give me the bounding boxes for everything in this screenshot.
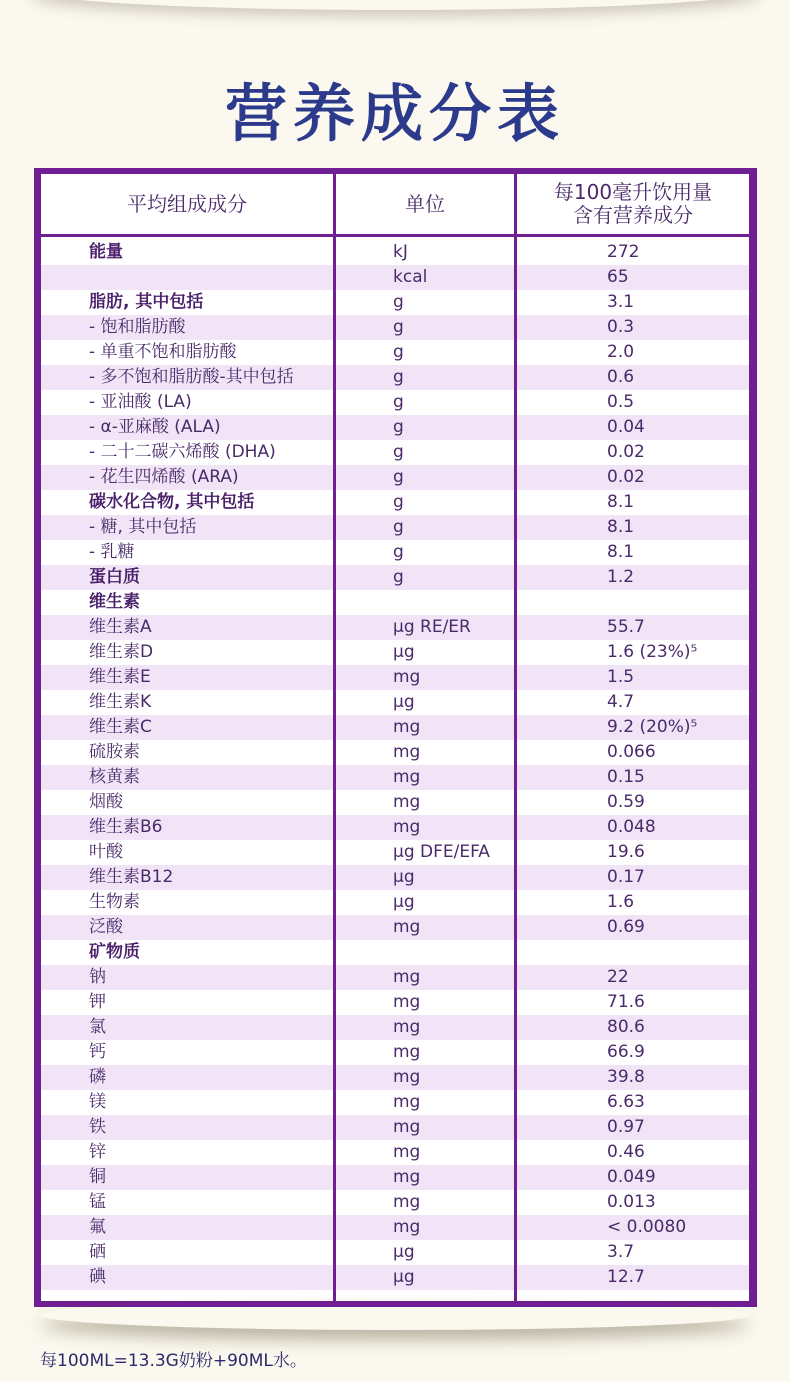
value-cell: 19.6 [607, 842, 645, 862]
component-name: 钙 [89, 1042, 106, 1062]
bottom-shadow-decoration [40, 1300, 750, 1330]
table-row [41, 565, 749, 590]
table-row [41, 1090, 749, 1115]
value-cell: 8.1 [607, 517, 635, 537]
table-row [41, 1065, 749, 1090]
table-row [41, 1165, 749, 1190]
header-per-100ml [517, 174, 749, 234]
component-name: 维生素D [89, 642, 154, 662]
value-cell: 0.049 [607, 1167, 656, 1187]
component-name: 钠 [89, 967, 106, 987]
table-row [41, 340, 749, 365]
unit-cell: g [393, 542, 404, 562]
table-row [41, 790, 749, 815]
component-name: 维生素B6 [89, 817, 163, 837]
table-row [41, 815, 749, 840]
component-name: 维生素B12 [89, 867, 174, 887]
component-name: - 单重不饱和脂肪酸 [89, 342, 237, 362]
unit-cell: μg [393, 642, 415, 662]
table-row [41, 365, 749, 390]
table-row [41, 490, 749, 515]
component-name: 锰 [89, 1192, 106, 1212]
value-cell: 39.8 [607, 1067, 645, 1087]
unit-cell: μg [393, 1267, 415, 1287]
component-name: 维生素 [89, 592, 140, 612]
top-shadow-decoration [30, 0, 760, 10]
unit-cell: g [393, 492, 404, 512]
component-name: 硒 [89, 1242, 106, 1262]
table-row [41, 865, 749, 890]
value-cell: 0.066 [607, 742, 656, 762]
table-row [41, 415, 749, 440]
value-cell: 22 [607, 967, 629, 987]
value-cell: 0.15 [607, 767, 645, 787]
footnote: 每100ML=13.3G奶粉+90ML水。 [40, 1351, 307, 1371]
table-row [41, 1265, 749, 1290]
value-cell: 65 [607, 267, 629, 287]
component-name: 碘 [89, 1267, 106, 1287]
nutrition-table [34, 168, 757, 1307]
value-cell: < 0.0080 [607, 1217, 687, 1237]
value-cell: 55.7 [607, 617, 645, 637]
table-row [41, 1115, 749, 1140]
table-row [41, 640, 749, 665]
table-row [41, 665, 749, 690]
unit-cell: mg [393, 917, 421, 937]
value-cell: 2.0 [607, 342, 635, 362]
column-divider [333, 174, 336, 1301]
unit-cell: mg [393, 667, 421, 687]
component-name: - α-亚麻酸 (ALA) [89, 417, 221, 437]
table-row [41, 265, 749, 290]
value-cell: 0.02 [607, 442, 645, 462]
unit-cell: mg [393, 817, 421, 837]
unit-cell: μg RE/ER [393, 617, 471, 637]
unit-cell: mg [393, 792, 421, 812]
unit-cell: kcal [393, 267, 428, 287]
component-name: 钾 [89, 992, 106, 1012]
table-row [41, 315, 749, 340]
value-cell: 66.9 [607, 1042, 645, 1062]
component-name: 叶酸 [89, 842, 123, 862]
table-row [41, 690, 749, 715]
table-row [41, 1040, 749, 1065]
value-cell: 80.6 [607, 1017, 645, 1037]
table-row [41, 590, 749, 615]
value-cell: 0.59 [607, 792, 645, 812]
value-cell: 0.46 [607, 1142, 645, 1162]
value-cell: 12.7 [607, 1267, 645, 1287]
unit-cell: mg [393, 1117, 421, 1137]
value-cell: 8.1 [607, 542, 635, 562]
value-cell: 0.17 [607, 867, 645, 887]
unit-cell: g [393, 417, 404, 437]
value-cell: 0.5 [607, 392, 635, 412]
component-name: - 花生四烯酸 (ARA) [89, 467, 239, 487]
table-rows [41, 240, 749, 1290]
component-name: - 乳糖 [89, 542, 135, 562]
component-name: 维生素E [89, 667, 151, 687]
unit-cell: μg DFE/EFA [393, 842, 490, 862]
unit-cell: mg [393, 1142, 421, 1162]
unit-cell: mg [393, 1042, 421, 1062]
component-name: 氯 [89, 1017, 106, 1037]
table-row [41, 615, 749, 640]
value-cell: 1.5 [607, 667, 635, 687]
component-name: 磷 [89, 1067, 106, 1087]
table-row [41, 965, 749, 990]
component-name: 蛋白质 [89, 567, 140, 587]
unit-cell: mg [393, 1217, 421, 1237]
table-row [41, 465, 749, 490]
page-title: 营养成分表 [224, 77, 565, 150]
component-name: 维生素A [89, 617, 152, 637]
value-cell: 6.63 [607, 1092, 645, 1112]
header-per-100ml-line2: 含有营养成分 [573, 203, 693, 227]
component-name: 维生素C [89, 717, 152, 737]
unit-cell: g [393, 442, 404, 462]
table-row [41, 715, 749, 740]
table-row [41, 1190, 749, 1215]
table-row [41, 290, 749, 315]
component-name: - 亚油酸 (LA) [89, 392, 192, 412]
value-cell: 3.7 [607, 1242, 635, 1262]
value-cell: 4.7 [607, 692, 635, 712]
table-row [41, 390, 749, 415]
unit-cell: mg [393, 1092, 421, 1112]
table-row [41, 765, 749, 790]
unit-cell: g [393, 467, 404, 487]
component-name: 碳水化合物, 其中包括 [89, 492, 255, 512]
value-cell: 1.6 (23%)⁵ [607, 642, 698, 662]
table-row [41, 540, 749, 565]
component-name: 镁 [89, 1092, 106, 1112]
table-row [41, 1140, 749, 1165]
value-cell: 71.6 [607, 992, 645, 1012]
unit-cell: kJ [393, 242, 408, 262]
table-row [41, 940, 749, 965]
component-name: 维生素K [89, 692, 152, 712]
unit-cell: g [393, 342, 404, 362]
unit-cell: mg [393, 992, 421, 1012]
header-unit: 单位 [405, 191, 445, 216]
component-name: 锌 [89, 1142, 106, 1162]
unit-cell: μg [393, 867, 415, 887]
value-cell: 0.013 [607, 1192, 656, 1212]
unit-cell: mg [393, 1067, 421, 1087]
table-header [41, 174, 749, 237]
component-name: 能量 [89, 242, 123, 262]
table-row [41, 240, 749, 265]
unit-cell: μg [393, 692, 415, 712]
unit-cell: g [393, 367, 404, 387]
component-name: 铜 [89, 1167, 106, 1187]
unit-cell: g [393, 567, 404, 587]
table-row [41, 915, 749, 940]
table-row [41, 740, 749, 765]
component-name: - 二十二碳六烯酸 (DHA) [89, 442, 276, 462]
unit-cell: mg [393, 1192, 421, 1212]
component-name: - 饱和脂肪酸 [89, 317, 186, 337]
unit-cell: mg [393, 1167, 421, 1187]
table-row [41, 440, 749, 465]
table-row [41, 840, 749, 865]
unit-cell: mg [393, 742, 421, 762]
component-name: 氟 [89, 1217, 106, 1237]
unit-cell: g [393, 317, 404, 337]
component-name: 核黄素 [89, 767, 140, 787]
unit-cell: g [393, 392, 404, 412]
component-name: 泛酸 [89, 917, 123, 937]
header-per-100ml-line1: 每100毫升饮用量 [553, 180, 713, 204]
value-cell: 0.048 [607, 817, 656, 837]
table-row [41, 890, 749, 915]
component-name: - 糖, 其中包括 [89, 517, 197, 537]
value-cell: 0.04 [607, 417, 645, 437]
value-cell: 0.3 [607, 317, 635, 337]
component-name: 硫胺素 [89, 742, 140, 762]
component-name: - 多不饱和脂肪酸-其中包括 [89, 367, 294, 387]
value-cell: 1.6 [607, 892, 635, 912]
unit-cell: μg [393, 892, 415, 912]
table-row [41, 990, 749, 1015]
value-cell: 8.1 [607, 492, 635, 512]
value-cell: 0.69 [607, 917, 645, 937]
table-row [41, 515, 749, 540]
value-cell: 3.1 [607, 292, 635, 312]
column-divider [514, 174, 517, 1301]
table-row [41, 1015, 749, 1040]
component-name: 铁 [89, 1117, 106, 1137]
component-name: 烟酸 [89, 792, 123, 812]
unit-cell: mg [393, 767, 421, 787]
unit-cell: μg [393, 1242, 415, 1262]
unit-cell: g [393, 517, 404, 537]
table-row [41, 1240, 749, 1265]
component-name: 脂肪, 其中包括 [89, 292, 204, 312]
component-name: 矿物质 [89, 942, 140, 962]
value-cell: 0.02 [607, 467, 645, 487]
nutrition-table-body [41, 174, 749, 1301]
value-cell: 1.2 [607, 567, 635, 587]
table-row [41, 1215, 749, 1240]
unit-cell: g [393, 292, 404, 312]
value-cell: 9.2 (20%)⁵ [607, 717, 698, 737]
value-cell: 0.97 [607, 1117, 645, 1137]
unit-cell: mg [393, 717, 421, 737]
component-name: 生物素 [89, 892, 140, 912]
unit-cell: mg [393, 1017, 421, 1037]
header-component: 平均组成成分 [127, 191, 247, 216]
unit-cell: mg [393, 967, 421, 987]
value-cell: 0.6 [607, 367, 635, 387]
value-cell: 272 [607, 242, 640, 262]
